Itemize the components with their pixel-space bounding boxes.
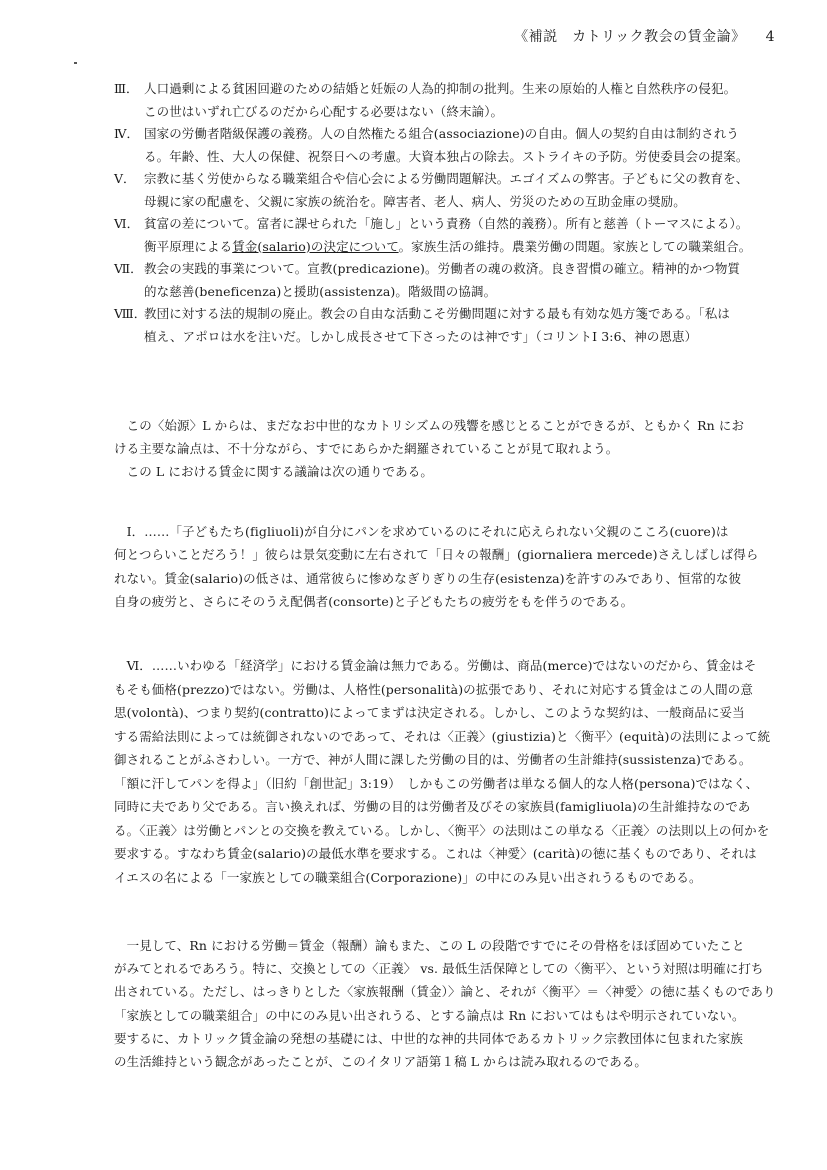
- text-segment: 衡平原理による: [144, 238, 233, 254]
- text-segment: 。家族生活の維持。農業労働の問題。家族としての職業組合。: [398, 238, 752, 254]
- item-line: 教団に対する法的規制の廃止。教会の自由な活動こそ労働問題に対する最も有効な処方箋である。「私は: [144, 306, 730, 321]
- item-line: る。年齢、性、大人の保健、祝祭日への考慮。大資本独占の除去。ストライキの予防。労使委員会の提案。: [144, 148, 749, 164]
- item-line: [144, 236, 804, 259]
- paragraph-line: る。〈正義〉は労働とパンとの交換を教えている。しかし、〈衡平〉の法則はこの単なる〈正義〉の法則以上の何かを: [114, 822, 770, 838]
- outline-item: [114, 168, 804, 213]
- item-line: 国家の労働者階級保護の義務。人の自然権たる組合(associazione)の自由。個人の契約自由は制約されう: [144, 126, 739, 141]
- paragraph-line: 一見して、Rn における労働＝賃金（報酬）論もまた、この L の段階ですでにその骨格をほぼ固めていたこと: [114, 938, 745, 953]
- outline-item: [114, 303, 804, 348]
- item-line: 的な慈善(beneficenza)と援助(assistenza)。階級間の協調。: [144, 283, 497, 299]
- paragraph-line: する需給法則によっては統御されないのであって、それは〈正義〉(giustizia)と〈衡平〉(equità)の法則によって統: [114, 728, 771, 744]
- paragraph-line: この L における賃金に関する議論は次の通りである。: [114, 464, 433, 479]
- outline-item: [114, 78, 804, 123]
- paragraph-line: もそも価格(prezzo)ではない。労働は、人格性(personalità)の拡張であり、それに対応する賃金はこの人間の意: [114, 681, 753, 697]
- paragraph-line: イエスの名による「一家族としての職業組合(Corporazione)」の中にのみ見い出されうるものである。: [114, 869, 702, 885]
- paragraph-line: れない。賃金(salario)の低さは、通常彼らに惨めなぎりぎりの生存(esistenza)を許すのみであり、恒常的な彼: [114, 570, 742, 586]
- header-title: 《補説 カトリック教会の賃金論》: [514, 29, 746, 45]
- paragraph-line: 要するに、カトリック賃金論の発想の基礎には、中世的な神的共同体であるカトリック宗教団体に包まれた家族: [114, 1030, 744, 1046]
- running-header: [514, 26, 775, 46]
- item-line: この世はいずれ亡びるのだから心配する必要はない（終末論）。: [144, 103, 504, 119]
- paragraph-line: 「額に汗してパンを得よ」（旧約「創世記」3:19） しかもこの労働者は単なる個人的な人格(persona)ではなく、: [114, 775, 759, 791]
- item-line: 母親に家の配慮を、父親に家族の統治を。障害者、老人、病人、労災のための互助金庫の奨励。: [144, 193, 686, 209]
- paragraph-line: ける主要な論点は、不十分ながら、すでにあらかた網羅されていることが見て取れよう。: [114, 441, 619, 456]
- outline-list: [114, 78, 804, 348]
- quote-section-1: [114, 520, 804, 613]
- paragraph-intro: [114, 414, 804, 483]
- item-number: Ⅶ．: [114, 261, 143, 276]
- paragraph-line: がみてとれるであろう。特に、交換としての〈正義〉 vs. 最低生活保障としての〈衡平〉、という対照は明確に打ち: [114, 961, 764, 977]
- paragraph-line: 出されている。ただし、はっきりとした〈家族報酬（賃金）〉論と、それが〈衡平〉＝〈神愛〉の徳に基くものであり: [114, 984, 776, 1000]
- item-line: 人口過剰による貧困回避のための結婚と妊娠の人為的抑制の批判。生来の原始的人権と自然秩序の侵犯。: [144, 81, 737, 96]
- paragraph-line: Ⅰ．……「子どもたち(figliuoli)が自分にパンを求めているのにそれに応えられない父親のこころ(cuore)は: [114, 524, 729, 539]
- outline-item: [114, 213, 804, 258]
- item-number: Ⅵ．: [114, 216, 140, 231]
- paragraph-line: 思(volontà)、つまり契約(contratto)によってまずは決定される。しかし、このような契約は、一般商品に妥当: [114, 705, 745, 720]
- item-number: Ⅷ．: [114, 306, 147, 321]
- paragraph-line: この〈始源〉L からは、まだなお中世的なカトリシズムの残響を感じとることができるが、ともかく Rn にお: [114, 418, 745, 433]
- paragraph-conclusion: [114, 934, 804, 1073]
- paragraph-line: の生活維持という観念があったことが、このイタリア語第１稿 L からは読み取れるのである。: [114, 1054, 648, 1070]
- quote-section-6: [114, 654, 804, 889]
- paragraph-line: 要求する。すなわち賃金(salario)の最低水準を要求する。これは〈神愛〉(carità)の徳に基くものであり、それは: [114, 846, 757, 861]
- paragraph-line: Ⅵ．……いわゆる「経済学」における賃金論は無力である。労働は、商品(merce)ではないのだから、賃金はそ: [114, 658, 757, 673]
- underlined-phrase: 賃金(salario)の決定について: [232, 238, 399, 254]
- page-number: 4: [765, 29, 775, 45]
- outline-item: [114, 258, 804, 303]
- outline-item: [114, 123, 804, 168]
- paragraph-line: 御されることがふさわしい。一方で、神が人間に課した労働の目的は、労働者の生計維持(sussistenza)である。: [114, 752, 752, 767]
- paragraph-line: 「家族としての職業組合」の中にのみ見い出されうる、とする論点は Rn においてはもはや明示されていない。: [114, 1007, 745, 1023]
- item-number: Ⅴ．: [114, 171, 136, 186]
- item-number: Ⅳ．: [114, 126, 139, 141]
- paragraph-line: 自身の疲労と、さらにそのうえ配偶者(consorte)と子どもたちの疲労をもを伴うのである。: [114, 593, 634, 609]
- margin-mark: [74, 62, 77, 64]
- paragraph-line: 何とつらいことだろう！」彼らは景気変動に左右されて「日々の報酬」(giornaliera mercede)さえしばしば得ら: [114, 547, 759, 563]
- item-line: 貧富の差について。富者に課せられた「施し」という責務（自然的義務）。所有と慈善（トーマスによる）。: [144, 216, 749, 231]
- item-line: 植え、アポロは水を注いだ。しかし成長させて下さったのは神です」（コリントⅠ 3:6、神の恩恵）: [144, 328, 698, 344]
- item-line: 教会の実践的事業について。宣教(predicazione)。労働者の魂の救済。良き習慣の確立。精神的かつ物質: [144, 261, 741, 276]
- item-number: Ⅲ．: [114, 81, 139, 96]
- paragraph-line: 同時に夫であり父である。言い換えれば、労働の目的は労働者及びその家族員(famigliuola)の生計維持なのであ: [114, 799, 751, 814]
- item-line: 宗教に基く労使からなる職業組合や信心会による労働問題解決。エゴイズムの弊害。子どもに父の教育を、: [144, 171, 749, 186]
